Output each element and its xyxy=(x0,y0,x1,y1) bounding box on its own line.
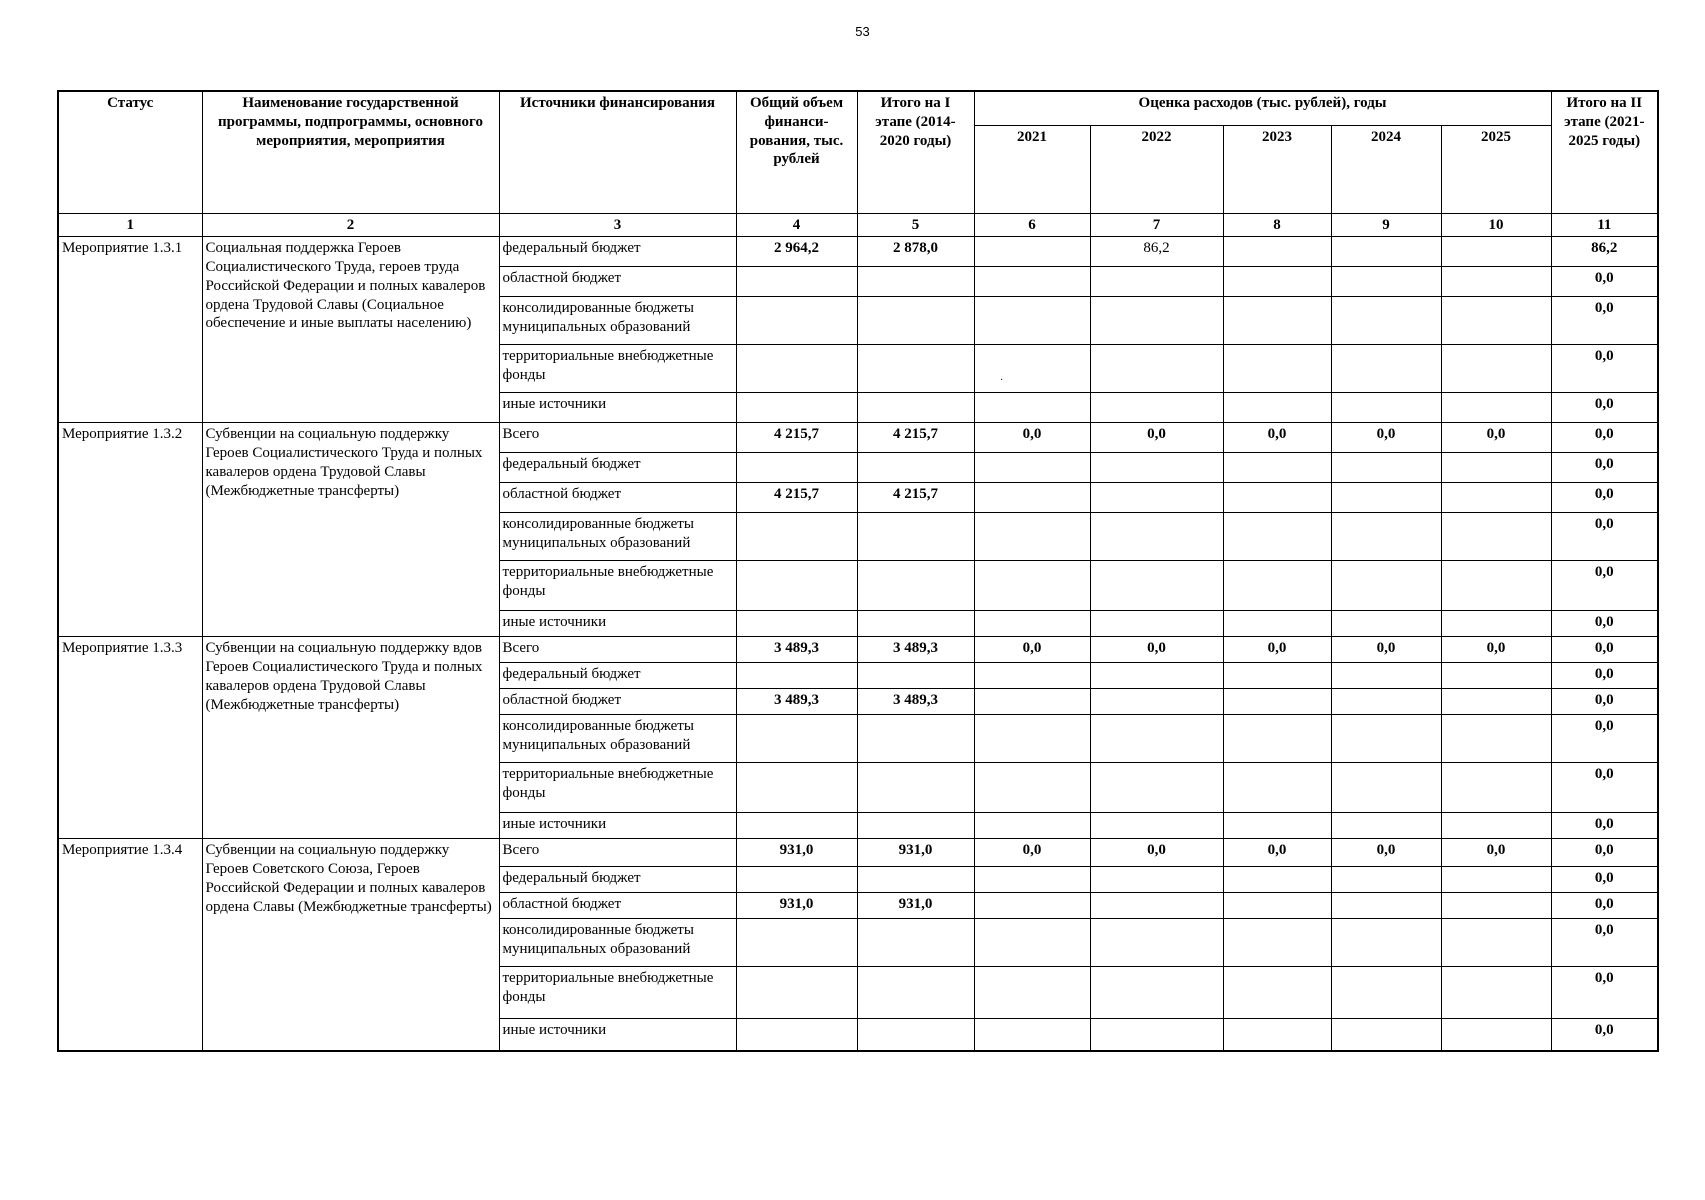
header-status: Статус xyxy=(58,91,202,213)
value-cell xyxy=(1223,393,1331,423)
value-cell xyxy=(974,483,1090,513)
measure-name: Социальная поддержка Героев Социалистического Труда, героев труда Российской Федерации и полных кавалеров ордена Трудовой Славы (Социальное обеспечение и иные выплаты населению) xyxy=(202,237,499,423)
header-year: 2023 xyxy=(1223,125,1331,213)
value-cell xyxy=(857,663,974,689)
funding-source: областной бюджет xyxy=(499,689,736,715)
value-cell: 0,0 xyxy=(1090,637,1223,663)
header-stage2: Итого на II этапе (2021-2025 годы) xyxy=(1551,91,1658,213)
value-cell xyxy=(974,893,1090,919)
value-cell xyxy=(736,663,857,689)
value-cell xyxy=(736,345,857,393)
column-number: 1 xyxy=(58,213,202,237)
value-cell xyxy=(1331,611,1441,637)
value-cell xyxy=(1090,513,1223,561)
value-cell xyxy=(1223,689,1331,715)
value-cell: 0,0 xyxy=(1331,839,1441,867)
header-year: 2024 xyxy=(1331,125,1441,213)
value-cell xyxy=(736,967,857,1019)
funding-source: областной бюджет xyxy=(499,483,736,513)
value-cell xyxy=(1441,689,1551,715)
value-cell xyxy=(1223,237,1331,267)
value-cell xyxy=(1441,453,1551,483)
stage2-value-cell: 0,0 xyxy=(1551,893,1658,919)
column-number: 10 xyxy=(1441,213,1551,237)
value-cell xyxy=(857,297,974,345)
value-cell xyxy=(736,763,857,813)
value-cell xyxy=(1223,919,1331,967)
value-cell xyxy=(1331,267,1441,297)
value-cell: 4 215,7 xyxy=(736,483,857,513)
value-cell xyxy=(1223,483,1331,513)
value-cell: 0,0 xyxy=(1441,423,1551,453)
stage2-value-cell: 0,0 xyxy=(1551,297,1658,345)
stage2-value-cell: 0,0 xyxy=(1551,423,1658,453)
value-cell xyxy=(736,513,857,561)
value-cell xyxy=(1331,483,1441,513)
value-cell xyxy=(974,297,1090,345)
value-cell xyxy=(974,715,1090,763)
value-cell xyxy=(857,919,974,967)
scan-speck: · xyxy=(1000,375,1004,386)
value-cell xyxy=(736,611,857,637)
funding-source: федеральный бюджет xyxy=(499,453,736,483)
column-number: 6 xyxy=(974,213,1090,237)
header-name: Наименование государственной программы, подпрограммы, основного мероприятия, мероприятия xyxy=(202,91,499,213)
table-row xyxy=(58,423,1658,453)
value-cell xyxy=(1441,893,1551,919)
value-cell xyxy=(1223,763,1331,813)
value-cell xyxy=(1441,237,1551,267)
value-cell xyxy=(974,919,1090,967)
value-cell xyxy=(1441,393,1551,423)
funding-source: территориальные внебюджетные фонды xyxy=(499,561,736,611)
funding-source: иные источники xyxy=(499,1019,736,1051)
measure-status: Мероприятие 1.3.1 xyxy=(58,237,202,423)
measure-status: Мероприятие 1.3.3 xyxy=(58,637,202,839)
value-cell xyxy=(1331,893,1441,919)
value-cell xyxy=(857,1019,974,1051)
value-cell xyxy=(857,513,974,561)
value-cell: 0,0 xyxy=(1441,839,1551,867)
stage2-value-cell: 0,0 xyxy=(1551,813,1658,839)
stage2-value-cell: 0,0 xyxy=(1551,763,1658,813)
value-cell xyxy=(1090,967,1223,1019)
stage2-value-cell: 0,0 xyxy=(1551,867,1658,893)
column-number: 7 xyxy=(1090,213,1223,237)
page-number: 53 xyxy=(855,24,870,39)
value-cell xyxy=(1331,453,1441,483)
value-cell xyxy=(1223,813,1331,839)
stage2-value-cell: 0,0 xyxy=(1551,689,1658,715)
value-cell xyxy=(974,393,1090,423)
column-number: 2 xyxy=(202,213,499,237)
value-cell: 3 489,3 xyxy=(736,689,857,715)
value-cell xyxy=(1441,297,1551,345)
value-cell xyxy=(1331,689,1441,715)
stage2-value-cell: 0,0 xyxy=(1551,715,1658,763)
value-cell: 86,2 xyxy=(1090,237,1223,267)
stage2-value-cell: 0,0 xyxy=(1551,453,1658,483)
value-cell xyxy=(857,393,974,423)
funding-source: Всего xyxy=(499,839,736,867)
value-cell xyxy=(1441,663,1551,689)
header-stage1: Итого на I этапе (2014-2020 годы) xyxy=(857,91,974,213)
value-cell: 2 878,0 xyxy=(857,237,974,267)
funding-source: иные источники xyxy=(499,813,736,839)
value-cell xyxy=(1090,689,1223,715)
stage2-value-cell: 0,0 xyxy=(1551,611,1658,637)
value-cell xyxy=(1090,267,1223,297)
value-cell xyxy=(974,453,1090,483)
funding-source: территориальные внебюджетные фонды xyxy=(499,763,736,813)
value-cell xyxy=(1441,267,1551,297)
funding-source: консолидированные бюджеты муниципальных образований xyxy=(499,297,736,345)
funding-source: федеральный бюджет xyxy=(499,237,736,267)
value-cell xyxy=(736,453,857,483)
value-cell xyxy=(736,813,857,839)
header-estimate: Оценка расходов (тыс. рублей), годы xyxy=(974,91,1551,125)
value-cell xyxy=(1441,763,1551,813)
measure-name: Субвенции на социальную поддержку вдов Героев Социалистического Труда и полных кавалеров ордена Трудовой Славы (Межбюджетные трансферты) xyxy=(202,637,499,839)
funding-source: территориальные внебюджетные фонды xyxy=(499,967,736,1019)
stage2-value-cell: 0,0 xyxy=(1551,967,1658,1019)
stage2-value-cell: 0,0 xyxy=(1551,561,1658,611)
value-cell xyxy=(974,611,1090,637)
value-cell xyxy=(1441,611,1551,637)
value-cell xyxy=(974,237,1090,267)
value-cell xyxy=(1441,919,1551,967)
value-cell: 0,0 xyxy=(974,423,1090,453)
value-cell xyxy=(1223,345,1331,393)
stage2-value-cell: 0,0 xyxy=(1551,345,1658,393)
value-cell xyxy=(1441,967,1551,1019)
value-cell xyxy=(1223,267,1331,297)
funding-source: консолидированные бюджеты муниципальных образований xyxy=(499,715,736,763)
value-cell xyxy=(974,1019,1090,1051)
header-year: 2021 xyxy=(974,125,1090,213)
measure-name: Субвенции на социальную поддержку Героев Социалистического Труда и полных кавалеров ордена Трудовой Славы (Межбюджетные трансферты) xyxy=(202,423,499,637)
value-cell xyxy=(974,867,1090,893)
value-cell xyxy=(1090,393,1223,423)
value-cell xyxy=(857,813,974,839)
value-cell xyxy=(1331,967,1441,1019)
funding-source: консолидированные бюджеты муниципальных образований xyxy=(499,513,736,561)
value-cell xyxy=(1331,813,1441,839)
value-cell xyxy=(1331,237,1441,267)
column-number: 5 xyxy=(857,213,974,237)
value-cell xyxy=(1331,345,1441,393)
value-cell xyxy=(1223,715,1331,763)
value-cell xyxy=(974,763,1090,813)
stage2-value-cell: 86,2 xyxy=(1551,237,1658,267)
value-cell xyxy=(974,345,1090,393)
value-cell xyxy=(857,763,974,813)
value-cell xyxy=(974,513,1090,561)
value-cell xyxy=(974,689,1090,715)
value-cell xyxy=(1090,867,1223,893)
value-cell xyxy=(974,561,1090,611)
funding-source: иные источники xyxy=(499,393,736,423)
value-cell xyxy=(736,393,857,423)
value-cell xyxy=(736,297,857,345)
value-cell xyxy=(1441,813,1551,839)
value-cell xyxy=(1223,561,1331,611)
value-cell xyxy=(1331,663,1441,689)
value-cell xyxy=(1223,1019,1331,1051)
value-cell: 0,0 xyxy=(1223,423,1331,453)
value-cell: 0,0 xyxy=(974,637,1090,663)
stage2-value-cell: 0,0 xyxy=(1551,483,1658,513)
value-cell xyxy=(1090,763,1223,813)
value-cell xyxy=(1441,513,1551,561)
value-cell xyxy=(1223,453,1331,483)
stage2-value-cell: 0,0 xyxy=(1551,663,1658,689)
column-number-row xyxy=(58,213,1658,237)
stage2-value-cell: 0,0 xyxy=(1551,267,1658,297)
value-cell xyxy=(1090,453,1223,483)
table-body xyxy=(58,237,1658,1051)
value-cell xyxy=(974,663,1090,689)
value-cell xyxy=(857,453,974,483)
stage2-value-cell: 0,0 xyxy=(1551,839,1658,867)
column-number: 3 xyxy=(499,213,736,237)
value-cell: 931,0 xyxy=(736,839,857,867)
value-cell xyxy=(1331,513,1441,561)
value-cell: 3 489,3 xyxy=(857,689,974,715)
value-cell: 0,0 xyxy=(974,839,1090,867)
value-cell: 2 964,2 xyxy=(736,237,857,267)
funding-source: Всего xyxy=(499,423,736,453)
funding-source: федеральный бюджет xyxy=(499,867,736,893)
value-cell xyxy=(736,715,857,763)
value-cell xyxy=(1331,763,1441,813)
value-cell xyxy=(1223,967,1331,1019)
value-cell: 931,0 xyxy=(736,893,857,919)
table-row xyxy=(58,237,1658,267)
value-cell xyxy=(1223,867,1331,893)
value-cell xyxy=(1331,561,1441,611)
value-cell xyxy=(1090,663,1223,689)
funding-source: областной бюджет xyxy=(499,893,736,919)
funding-source: областной бюджет xyxy=(499,267,736,297)
value-cell: 3 489,3 xyxy=(736,637,857,663)
table-header xyxy=(58,91,1658,237)
value-cell xyxy=(1331,919,1441,967)
value-cell xyxy=(1090,715,1223,763)
value-cell xyxy=(974,267,1090,297)
funding-source: федеральный бюджет xyxy=(499,663,736,689)
value-cell: 4 215,7 xyxy=(857,483,974,513)
stage2-value-cell: 0,0 xyxy=(1551,637,1658,663)
value-cell xyxy=(1223,611,1331,637)
value-cell xyxy=(1331,297,1441,345)
value-cell xyxy=(736,267,857,297)
column-number: 11 xyxy=(1551,213,1658,237)
value-cell: 0,0 xyxy=(1090,423,1223,453)
value-cell xyxy=(857,967,974,1019)
stage2-value-cell: 0,0 xyxy=(1551,1019,1658,1051)
value-cell xyxy=(1090,919,1223,967)
value-cell xyxy=(1090,813,1223,839)
value-cell xyxy=(1441,1019,1551,1051)
column-number: 4 xyxy=(736,213,857,237)
value-cell: 3 489,3 xyxy=(857,637,974,663)
value-cell xyxy=(857,267,974,297)
value-cell xyxy=(974,813,1090,839)
value-cell xyxy=(1441,867,1551,893)
column-number: 8 xyxy=(1223,213,1331,237)
value-cell xyxy=(736,1019,857,1051)
value-cell xyxy=(1090,483,1223,513)
header-year: 2022 xyxy=(1090,125,1223,213)
value-cell: 0,0 xyxy=(1441,637,1551,663)
value-cell xyxy=(857,611,974,637)
value-cell xyxy=(857,867,974,893)
table-row xyxy=(58,637,1658,663)
stage2-value-cell: 0,0 xyxy=(1551,513,1658,561)
value-cell: 931,0 xyxy=(857,839,974,867)
stage2-value-cell: 0,0 xyxy=(1551,393,1658,423)
value-cell xyxy=(974,967,1090,1019)
value-cell: 0,0 xyxy=(1223,839,1331,867)
value-cell xyxy=(736,919,857,967)
measure-status: Мероприятие 1.3.4 xyxy=(58,839,202,1051)
funding-source: Всего xyxy=(499,637,736,663)
value-cell xyxy=(1441,483,1551,513)
value-cell: 0,0 xyxy=(1331,637,1441,663)
budget-table xyxy=(57,90,1659,1052)
value-cell xyxy=(1441,715,1551,763)
value-cell xyxy=(1090,561,1223,611)
value-cell xyxy=(857,561,974,611)
funding-source: территориальные внебюджетные фонды xyxy=(499,345,736,393)
value-cell xyxy=(1331,1019,1441,1051)
value-cell xyxy=(1090,1019,1223,1051)
column-number: 9 xyxy=(1331,213,1441,237)
value-cell xyxy=(1090,345,1223,393)
value-cell xyxy=(1331,393,1441,423)
funding-source: консолидированные бюджеты муниципальных образований xyxy=(499,919,736,967)
stage2-value-cell: 0,0 xyxy=(1551,919,1658,967)
value-cell xyxy=(736,867,857,893)
header-sources: Источники финансирования xyxy=(499,91,736,213)
value-cell xyxy=(1441,561,1551,611)
value-cell: 4 215,7 xyxy=(736,423,857,453)
value-cell: 931,0 xyxy=(857,893,974,919)
value-cell xyxy=(1441,345,1551,393)
header-total-volume: Общий объем финанси-рования, тыс. рублей xyxy=(736,91,857,213)
value-cell xyxy=(1331,715,1441,763)
value-cell xyxy=(857,345,974,393)
value-cell xyxy=(1223,893,1331,919)
value-cell xyxy=(1223,297,1331,345)
funding-source: иные источники xyxy=(499,611,736,637)
value-cell xyxy=(1223,663,1331,689)
header-year: 2025 xyxy=(1441,125,1551,213)
value-cell: 4 215,7 xyxy=(857,423,974,453)
value-cell: 0,0 xyxy=(1331,423,1441,453)
value-cell xyxy=(736,561,857,611)
measure-status: Мероприятие 1.3.2 xyxy=(58,423,202,637)
table-row xyxy=(58,839,1658,867)
value-cell xyxy=(857,715,974,763)
value-cell: 0,0 xyxy=(1223,637,1331,663)
value-cell xyxy=(1223,513,1331,561)
value-cell xyxy=(1331,867,1441,893)
value-cell: 0,0 xyxy=(1090,839,1223,867)
measure-name: Субвенции на социальную поддержку Героев Советского Союза, Героев Российской Федерации и полных кавалеров ордена Славы (Межбюджетные трансферты) xyxy=(202,839,499,1051)
value-cell xyxy=(1090,297,1223,345)
value-cell xyxy=(1090,893,1223,919)
value-cell xyxy=(1090,611,1223,637)
